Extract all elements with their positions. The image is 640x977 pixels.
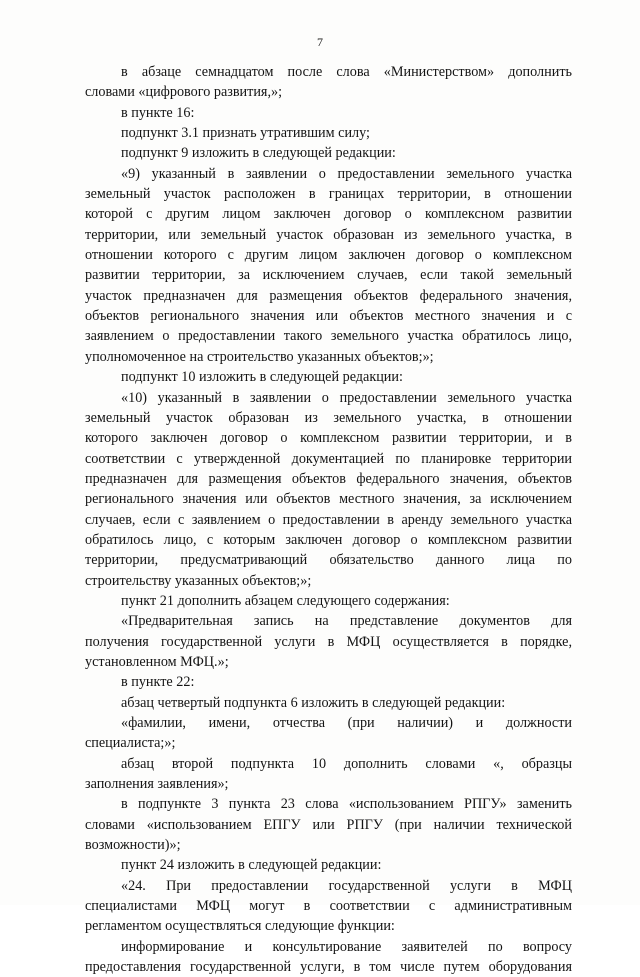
text-line: получения государственной услуги в МФЦ осуществляется в порядке, xyxy=(85,633,572,650)
text-line: заявлением о предоставлении такого земельного участка обратилось лицо, xyxy=(85,328,572,345)
text-line: информирование и консультирование заявителей по вопросу xyxy=(121,938,572,955)
text-line: «фамилии, имени, отчества (при наличии) и должности xyxy=(121,715,572,731)
text-line: подпункт 9 изложить в следующей редакции: xyxy=(121,145,396,162)
text-line: регламентом осуществляться следующие функции: xyxy=(85,918,395,935)
text-line: подпункт 10 изложить в следующей редакции: xyxy=(121,369,403,386)
text-line: развитии территории, за исключением случаев, если такой земельный xyxy=(85,267,572,284)
text-line: земельный участок образован из земельного участка, в отношении xyxy=(85,409,572,426)
text-line: в подпункте 3 пункта 23 слова «использованием РПГУ» заменить xyxy=(121,796,572,813)
text-line: словами «цифрового развития,»; xyxy=(85,84,283,101)
text-line: регионального значения или объектов местного значения, за исключением xyxy=(85,491,572,508)
text-line: территории, предусматривающий обязательство данного лица по xyxy=(85,552,572,569)
text-line: «9) указанный в заявлении о предоставлении земельного участка xyxy=(121,165,572,182)
text-line: соответствии с утвержденной документацией по планировке территории xyxy=(85,450,572,467)
text-line: абзац второй подпункта 10 дополнить словами «, образцы xyxy=(121,755,572,772)
text-line: обратилось лицо, с которым заключен договор о комплексном развитии xyxy=(85,531,572,548)
text-line: предоставления государственной услуги, в том числе путем оборудования xyxy=(85,959,572,976)
text-line: которой с другим лицом заключен договор о комплексном развитии xyxy=(85,206,572,223)
text-line: отношении которого с другим лицом заключен договор о комплексном xyxy=(85,247,572,264)
text-line: «Предварительная запись на представление документов для xyxy=(121,613,572,630)
text-line: возможности)»; xyxy=(85,837,181,854)
text-line: словами «использованием ЕПГУ или РПГУ (при наличии технической xyxy=(85,816,572,833)
text-line: абзац четвертый подпункта 6 изложить в следующей редакции: xyxy=(121,694,506,711)
text-line: земельный участок расположен в границах территории, в отношении xyxy=(85,186,572,203)
text-line: специалиста;»; xyxy=(85,735,176,752)
text-line: в пункте 16: xyxy=(121,104,195,121)
text-line: предназначен для размещения объектов федерального значения, объектов xyxy=(85,470,572,487)
text-line: уполномоченное на строительство указанных объектов;»; xyxy=(85,348,434,365)
text-line: территории, или земельный участок образован из земельного участка, в xyxy=(85,226,572,243)
text-line: которого заключен договор о комплексном развитии территории, и в xyxy=(85,430,572,447)
text-line: пункт 24 изложить в следующей редакции: xyxy=(121,857,382,874)
text-line: случаев, если с заявлением о предоставлении в аренду земельного участка xyxy=(85,511,572,528)
text-line: заполнения заявления»; xyxy=(85,776,229,793)
text-line: объектов регионального значения или объектов местного значения и с xyxy=(85,308,572,325)
text-line: пункт 21 дополнить абзацем следующего содержания: xyxy=(121,592,450,609)
text-line: участок предназначен для размещения объектов федерального значения, xyxy=(85,287,572,304)
text-line: подпункт 3.1 признать утратившим силу; xyxy=(121,125,370,142)
text-line: установленном МФЦ.»; xyxy=(85,653,229,670)
text-line: в пункте 22: xyxy=(121,674,195,691)
page-number: 7 xyxy=(317,35,323,49)
text-line: «24. При предоставлении государственной услуги в МФЦ xyxy=(121,877,572,894)
text-line: строительству указанных объектов;»; xyxy=(85,572,312,589)
document-body xyxy=(85,62,572,977)
text-line: в абзаце семнадцатом после слова «Министерством» дополнить xyxy=(121,64,572,80)
text-line: «10) указанный в заявлении о предоставлении земельного участка xyxy=(121,389,572,406)
text-line: специалистами МФЦ могут в соответствии с административным xyxy=(85,898,572,915)
